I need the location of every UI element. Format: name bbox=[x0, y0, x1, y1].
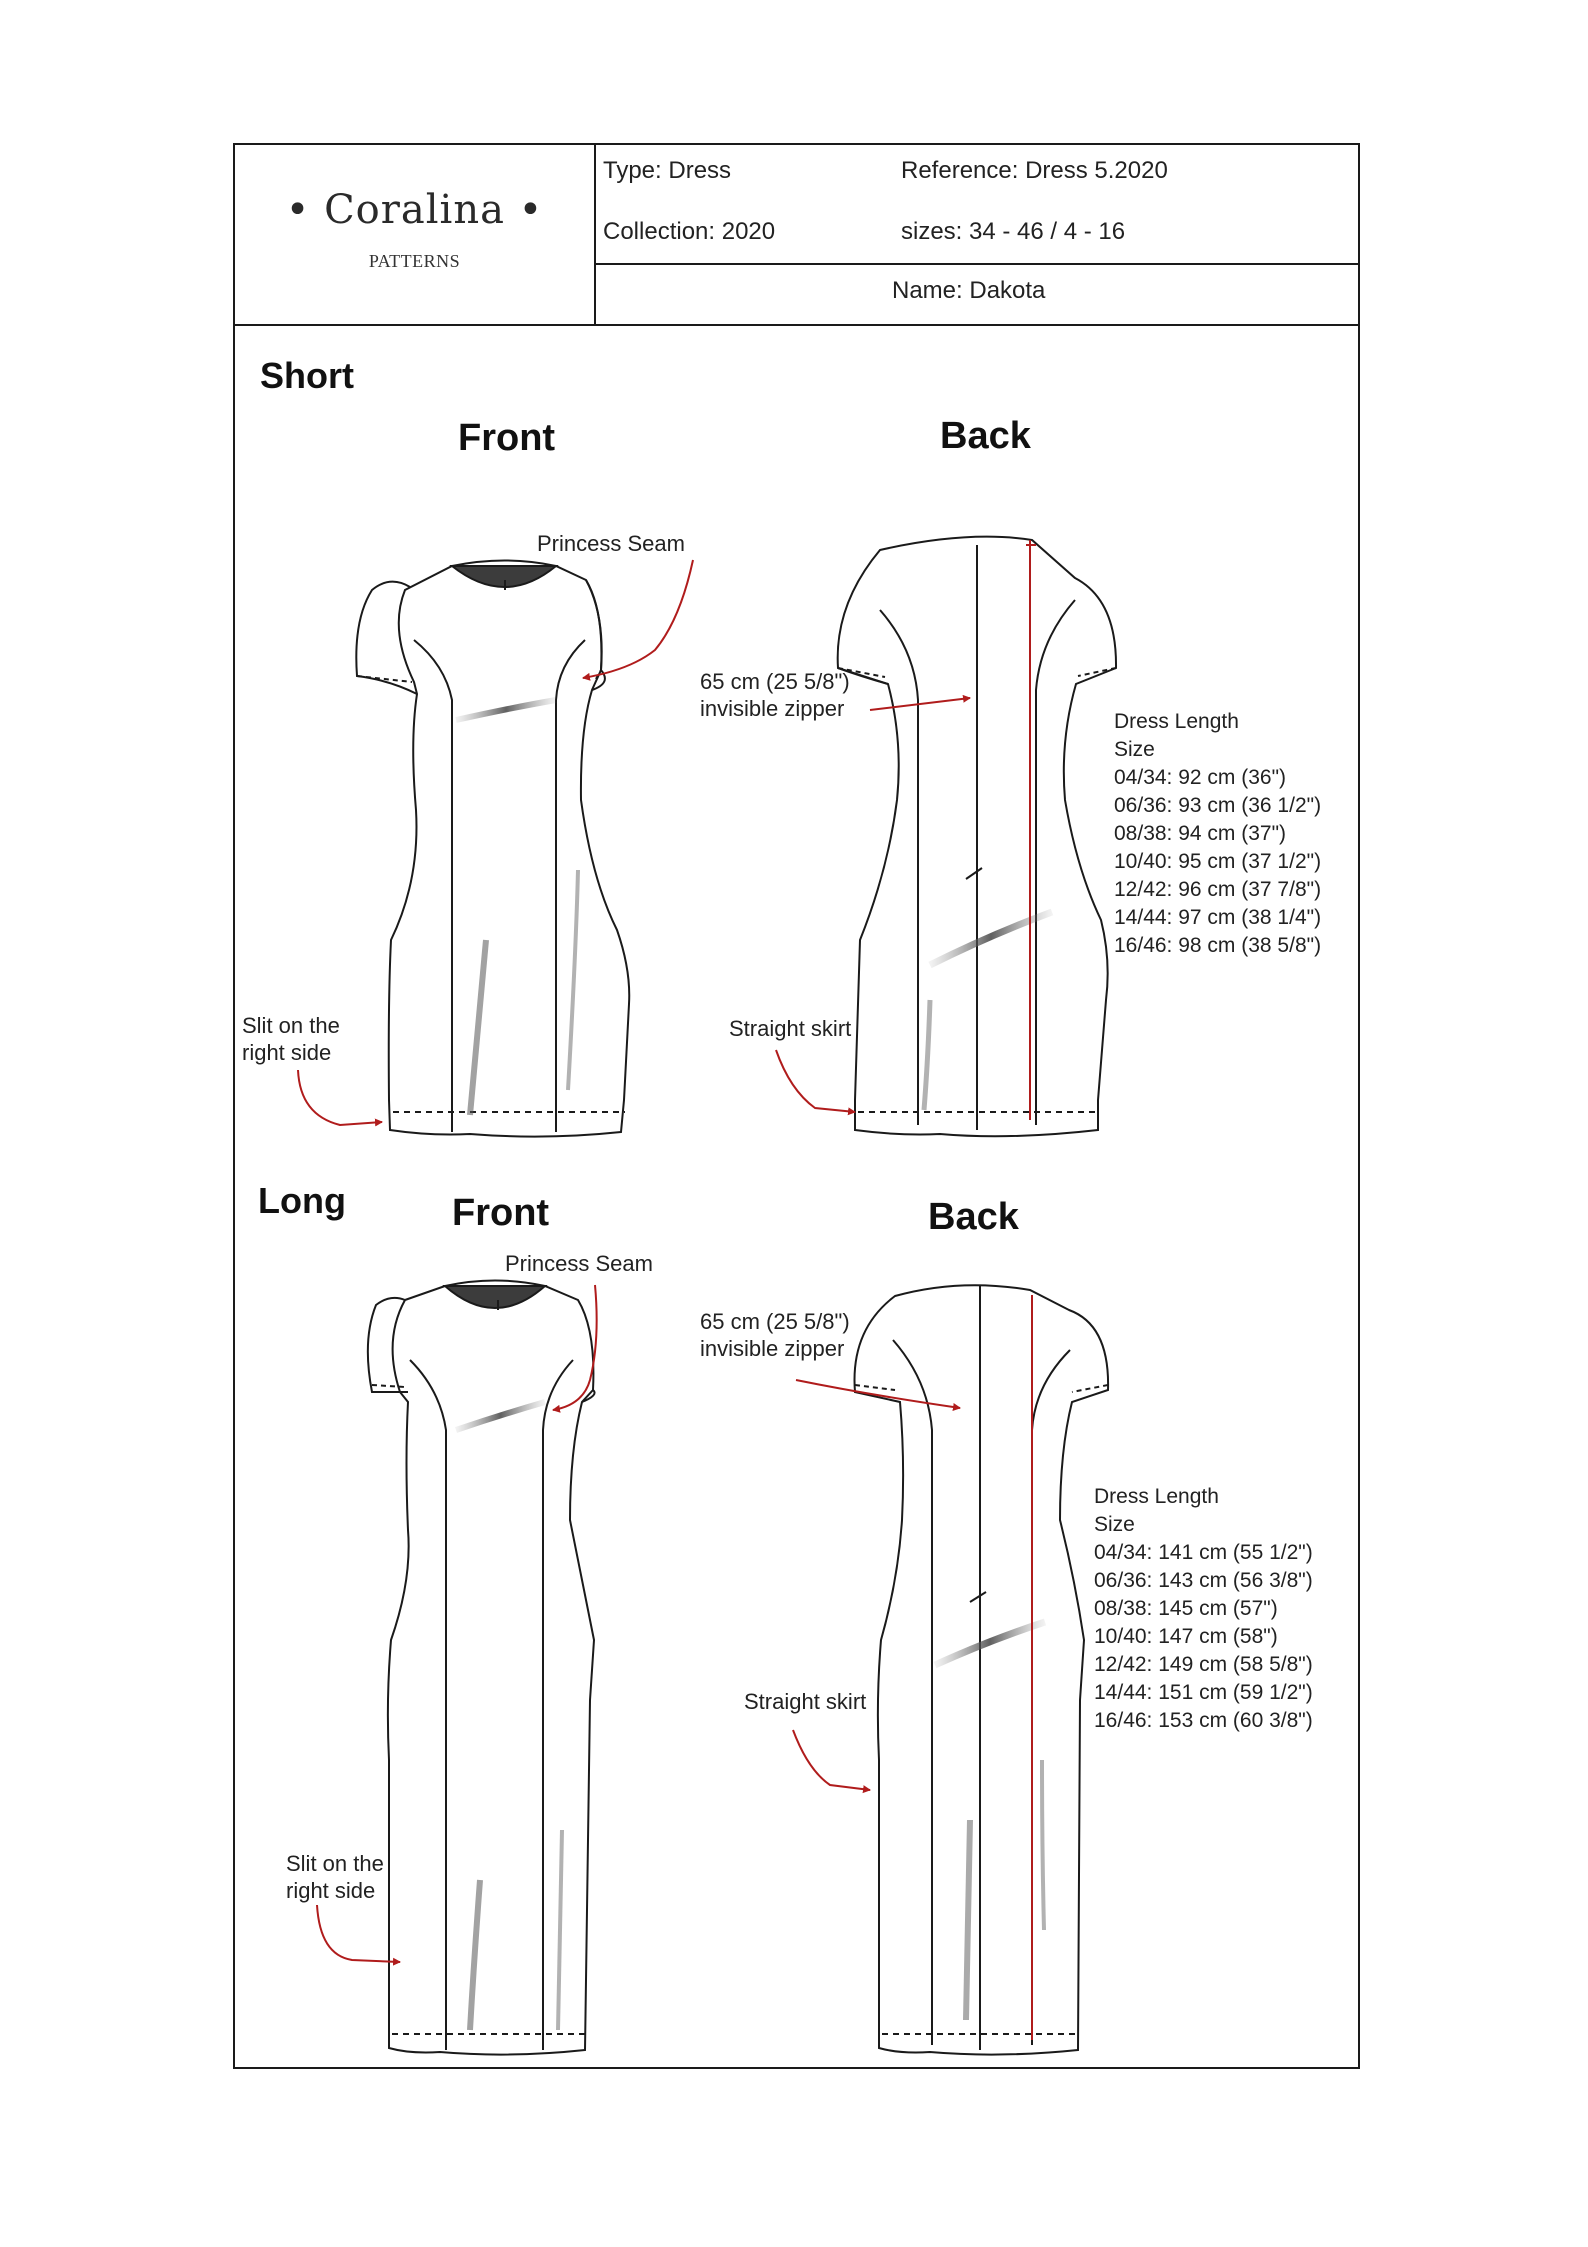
zipper-length: 65 cm (25 5/8") bbox=[700, 1309, 850, 1334]
length-size-heading: Size bbox=[1094, 1513, 1135, 1536]
short-dress-length-table bbox=[1114, 708, 1321, 960]
short-zipper-label bbox=[700, 668, 850, 722]
zipper-length: 65 cm (25 5/8") bbox=[700, 669, 850, 694]
brand-logo: • Coralina • bbox=[285, 187, 544, 233]
long-front-dress bbox=[368, 1281, 595, 2055]
long-princess-seam-label: Princess Seam bbox=[505, 1251, 653, 1276]
short-back-label: Back bbox=[940, 415, 1031, 457]
length-heading: Dress Length bbox=[1094, 1485, 1219, 1508]
length-row: 14/44: 151 cm (59 1/2") bbox=[1094, 1681, 1313, 1704]
long-slit-label bbox=[286, 1850, 384, 1904]
brand-subtitle: PATTERNS bbox=[368, 251, 461, 271]
long-back-label: Back bbox=[928, 1196, 1019, 1238]
length-row: 06/36: 143 cm (56 3/8") bbox=[1094, 1569, 1313, 1592]
length-size-heading: Size bbox=[1114, 738, 1155, 761]
short-front-dress bbox=[356, 561, 629, 1137]
length-row: 08/38: 145 cm (57") bbox=[1094, 1597, 1278, 1620]
zipper-type: invisible zipper bbox=[700, 1336, 845, 1361]
length-row: 08/38: 94 cm (37") bbox=[1114, 822, 1287, 845]
length-row: 10/40: 95 cm (37 1/2") bbox=[1114, 850, 1322, 873]
short-back-dress bbox=[838, 537, 1116, 1137]
collection-field: Collection: 2020 bbox=[603, 218, 776, 245]
long-section-title: Long bbox=[258, 1180, 346, 1221]
reference-field: Reference: Dress 5.2020 bbox=[901, 157, 1168, 184]
length-row: 06/36: 93 cm (36 1/2") bbox=[1114, 794, 1322, 817]
length-row: 04/34: 141 cm (55 1/2") bbox=[1094, 1541, 1313, 1564]
length-row: 04/34: 92 cm (36") bbox=[1114, 766, 1287, 789]
slit-line-2: right side bbox=[286, 1878, 376, 1903]
short-section-title: Short bbox=[260, 355, 354, 396]
length-row: 16/46: 98 cm (38 5/8") bbox=[1114, 934, 1322, 957]
length-row: 14/44: 97 cm (38 1/4") bbox=[1114, 906, 1322, 929]
long-straight-skirt-label: Straight skirt bbox=[744, 1689, 867, 1714]
short-princess-seam-label: Princess Seam bbox=[537, 531, 685, 556]
long-front-label: Front bbox=[452, 1192, 550, 1234]
short-slit-label bbox=[242, 1012, 340, 1066]
slit-line-1: Slit on the bbox=[242, 1013, 340, 1038]
long-dress-length-table bbox=[1094, 1483, 1313, 1735]
long-zipper-label bbox=[700, 1308, 850, 1362]
length-row: 10/40: 147 cm (58") bbox=[1094, 1625, 1278, 1648]
length-row: 16/46: 153 cm (60 3/8") bbox=[1094, 1709, 1313, 1732]
length-heading: Dress Length bbox=[1114, 710, 1239, 733]
name-field: Name: Dakota bbox=[892, 277, 1046, 304]
length-row: 12/42: 149 cm (58 5/8") bbox=[1094, 1653, 1313, 1676]
zipper-type: invisible zipper bbox=[700, 696, 845, 721]
short-front-label: Front bbox=[458, 417, 556, 459]
slit-line-2: right side bbox=[242, 1040, 332, 1065]
long-back-dress bbox=[855, 1285, 1109, 2055]
slit-line-1: Slit on the bbox=[286, 1851, 384, 1876]
length-row: 12/42: 96 cm (37 7/8") bbox=[1114, 878, 1322, 901]
sizes-field: sizes: 34 - 46 / 4 - 16 bbox=[901, 218, 1126, 245]
type-field: Type: Dress bbox=[603, 157, 732, 184]
short-straight-skirt-label: Straight skirt bbox=[729, 1016, 852, 1041]
